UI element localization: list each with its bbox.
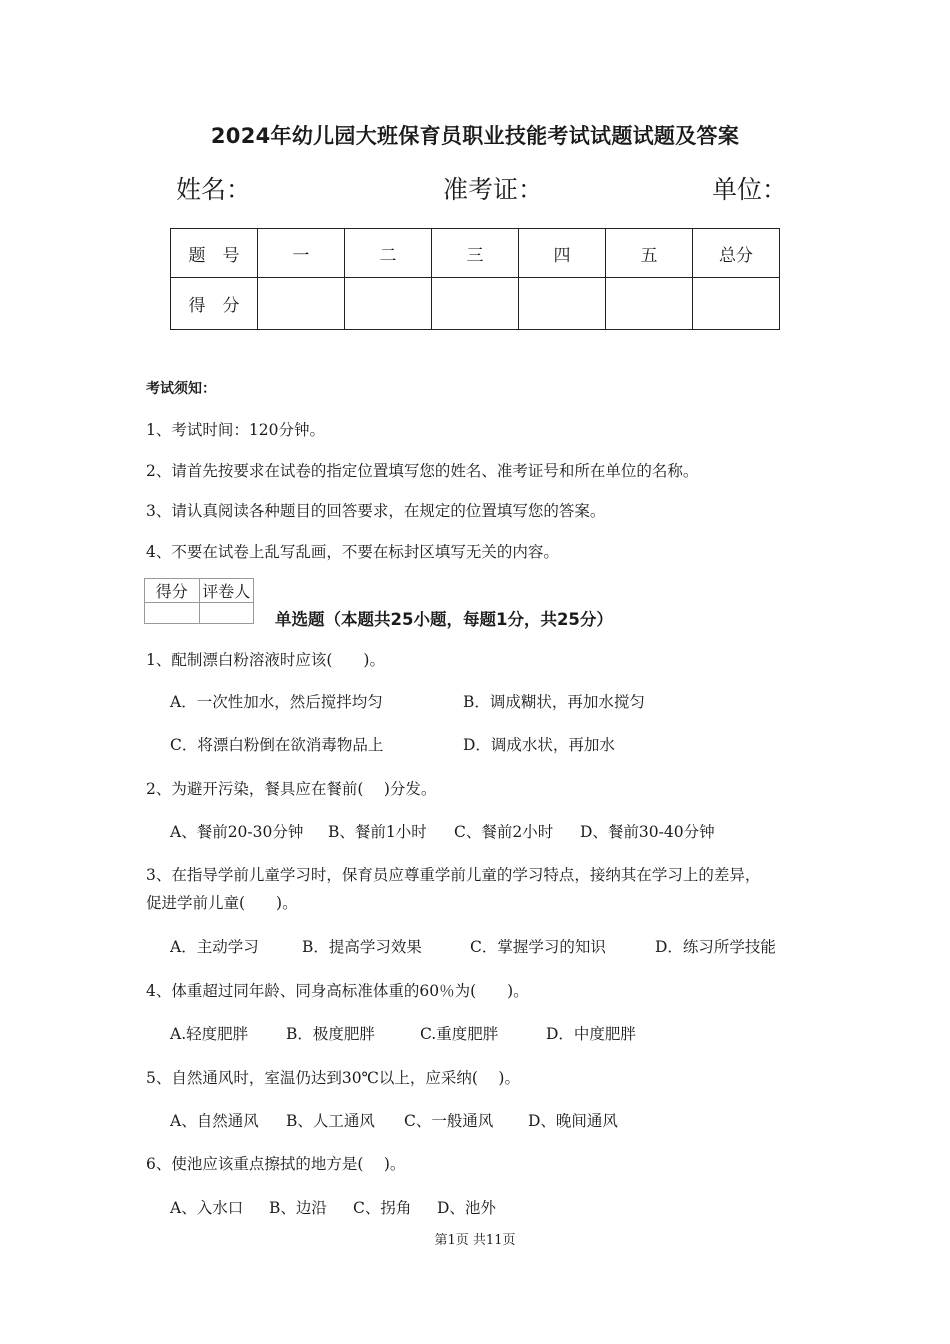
exam-id-field-label: 准考证： [443, 175, 544, 204]
notice-item: 3、请认真阅读各种题目的回答要求，在规定的位置填写您的答案。 [146, 502, 606, 520]
question-stem: 1、配制漂白粉溶液时应该( )。 [146, 651, 385, 669]
question-option[interactable]: D．调成水状，再加水 [463, 736, 615, 754]
score-cell[interactable] [519, 278, 606, 330]
question-option[interactable]: B、餐前1小时 [328, 823, 427, 841]
score-table-header-cell: 四 [519, 229, 606, 278]
question-option[interactable]: D．中度肥胖 [546, 1025, 636, 1043]
grader-name-label: 评卷人 [199, 579, 254, 603]
question-option[interactable]: B．调成糊状，再加水搅匀 [463, 693, 645, 711]
question-option[interactable]: A、自然通风 [170, 1112, 259, 1130]
score-table-header-cell: 二 [345, 229, 432, 278]
page-footer: 第1页 共11页 [434, 1233, 516, 1248]
grader-name-cell[interactable] [199, 603, 254, 624]
question-option[interactable]: A．一次性加水，然后搅拌均匀 [170, 693, 383, 711]
score-table-header-cell: 三 [432, 229, 519, 278]
notice-heading: 考试须知： [146, 381, 216, 397]
question-option[interactable]: C、餐前2小时 [454, 823, 554, 841]
question-stem: 6、使池应该重点擦拭的地方是( )。 [146, 1155, 406, 1173]
document-title: 2024年幼儿园大班保育员职业技能考试试题试题及答案 [210, 124, 740, 148]
question-option[interactable]: C.重度肥胖 [420, 1025, 499, 1043]
question-option[interactable]: B、边沿 [269, 1199, 327, 1217]
score-table-header-cell: 五 [606, 229, 693, 278]
question-option[interactable]: B．提高学习效果 [302, 938, 422, 956]
score-cell[interactable] [432, 278, 519, 330]
question-stem-continued: 促进学前儿童( )。 [146, 894, 298, 912]
notice-item: 2、请首先按要求在试卷的指定位置填写您的姓名、准考证号和所在单位的名称。 [146, 462, 699, 480]
name-field-label: 姓名： [176, 175, 252, 204]
score-cell[interactable] [606, 278, 693, 330]
section-title: 单选题（本题共25小题，每题1分，共25分） [275, 610, 613, 629]
question-option[interactable]: D、池外 [437, 1199, 496, 1217]
score-cell[interactable] [345, 278, 432, 330]
question-option[interactable]: A、入水口 [170, 1199, 244, 1217]
grader-score-label: 得分 [145, 579, 200, 603]
score-table-header-cell: 总分 [693, 229, 780, 278]
score-row-label: 得 分 [171, 278, 258, 330]
question-option[interactable]: A.轻度肥胖 [170, 1025, 249, 1043]
score-table-header-cell: 题 号 [171, 229, 258, 278]
question-option[interactable]: A．主动学习 [170, 938, 259, 956]
question-stem: 2、为避开污染，餐具应在餐前( )分发。 [146, 780, 437, 798]
question-option[interactable]: C、拐角 [353, 1199, 412, 1217]
question-stem: 3、在指导学前儿童学习时，保育员应尊重学前儿童的学习特点，接纳其在学习上的差异， [146, 866, 761, 884]
notice-item: 1、考试时间：120分钟。 [146, 421, 325, 439]
question-option[interactable]: D、餐前30-40分钟 [580, 823, 715, 841]
notice-item: 4、不要在试卷上乱写乱画，不要在标封区填写无关的内容。 [146, 543, 559, 561]
score-table [170, 228, 780, 330]
score-table-score-row [171, 278, 780, 330]
unit-field-label: 单位： [712, 175, 788, 204]
question-option[interactable]: D．练习所学技能 [655, 938, 776, 956]
score-table-header-cell: 一 [258, 229, 345, 278]
grader-table [144, 578, 254, 624]
grader-score-cell[interactable] [145, 603, 200, 624]
question-stem: 4、体重超过同年龄、同身高标准体重的60％为( )。 [146, 982, 529, 1000]
question-option[interactable]: A、餐前20-30分钟 [170, 823, 304, 841]
question-option[interactable]: C、一般通风 [404, 1112, 494, 1130]
question-stem: 5、自然通风时，室温仍达到30℃以上，应采纳( )。 [146, 1069, 520, 1087]
question-option[interactable]: B、人工通风 [286, 1112, 375, 1130]
score-cell[interactable] [693, 278, 780, 330]
question-option[interactable]: B．极度肥胖 [286, 1025, 375, 1043]
score-table-header-row [171, 229, 780, 278]
question-option[interactable]: D、晚间通风 [528, 1112, 618, 1130]
question-option[interactable]: C．掌握学习的知识 [470, 938, 606, 956]
question-option[interactable]: C．将漂白粉倒在欲消毒物品上 [170, 736, 384, 754]
score-cell[interactable] [258, 278, 345, 330]
